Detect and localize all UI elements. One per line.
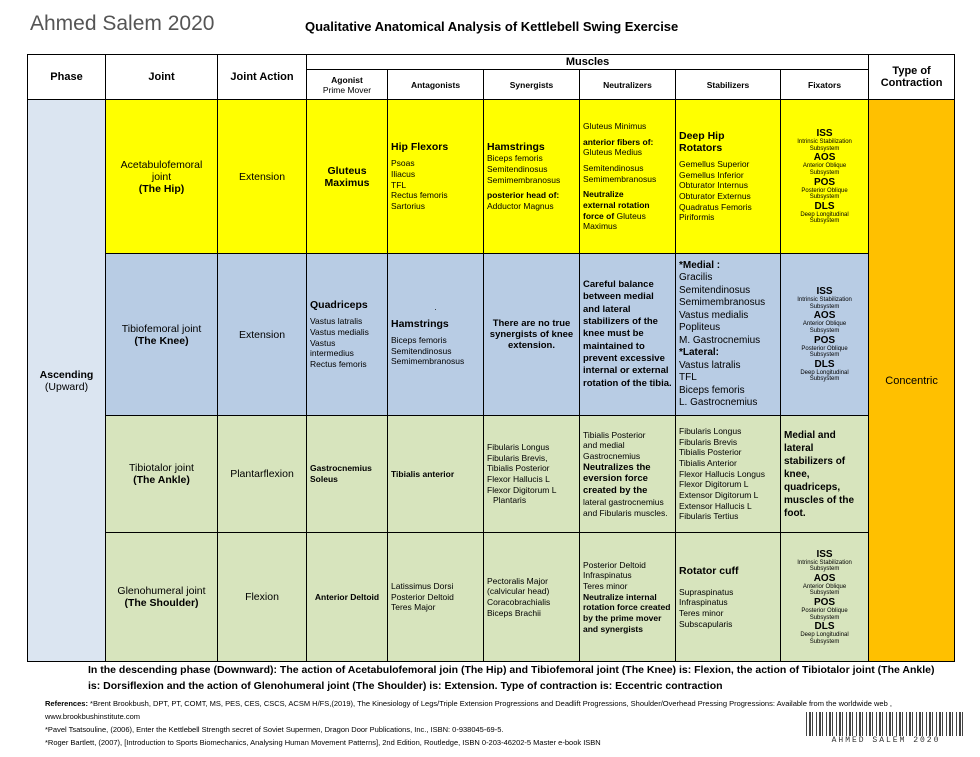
reference-3: *Roger Bartlett, (2007), [Introduction to Sports Biomechanics, Analysing Human Movement Patterns], 2nd Edition, Routledge, ISBN 0-203-46202-5 Master e-book ISBN	[45, 738, 601, 747]
header-neutralizers: Neutralizers	[580, 70, 676, 100]
reference-2: *Pavel Tsatsouline, (2006), Enter the Kettlebell Strength secret of Soviet Supermen, Dragon Door Publications, Inc., ISBN: 0-938045-69-5.	[45, 725, 504, 734]
fixators-shoulder: ISS Intrinsic Stabilization Subsystem AOS Anterior Oblique Subsystem POS Posterior Oblique Subsystem DLS Deep Longitudinal Subsystem	[781, 533, 869, 662]
joint-knee: Tibiofemoral joint (The Knee)	[106, 254, 218, 416]
fixators-hip: ISS Intrinsic Stabilization Subsystem AOS Anterior Oblique Subsystem POS Posterior Oblique Subsystem DLS Deep Longitudinal Subsystem	[781, 100, 869, 254]
joint-ankle: Tibiotalor joint (The Ankle)	[106, 416, 218, 533]
agonist-shoulder: Anterior Deltoid	[307, 533, 388, 662]
agonist-knee: Quadriceps Vastus latralis Vastus medialis Vastus intermedius Rectus femoris	[307, 254, 388, 416]
header-joint-action: Joint Action	[218, 55, 307, 100]
fixators-knee: ISS Intrinsic Stabilization Subsystem AOS Anterior Oblique Subsystem POS Posterior Oblique Subsystem DLS Deep Longitudinal Subsystem	[781, 254, 869, 416]
agonist-hip: Gluteus Maximus	[307, 100, 388, 254]
action-hip: Extension	[218, 100, 307, 254]
joint-shoulder: Glenohumeral joint (The Shoulder)	[106, 533, 218, 662]
synergists-ankle: Fibularis Longus Fibularis Brevis, Tibialis Posterior Flexor Hallucis L Flexor Digitorum L Plantaris	[484, 416, 580, 533]
header-agonist: Agonist Prime Mover	[307, 70, 388, 100]
barcode-bars	[806, 712, 966, 736]
table-row-ankle	[28, 416, 955, 533]
action-shoulder: Flexion	[218, 533, 307, 662]
antagonists-shoulder: Latissimus Dorsi Posterior Deltoid Teres Major	[388, 533, 484, 662]
stabilizers-shoulder: Rotator cuff Supraspinatus Infraspinatus Teres minor Subscapularis	[676, 533, 781, 662]
header-synergists: Synergists	[484, 70, 580, 100]
page-title: Qualitative Anatomical Analysis of Kettlebell Swing Exercise	[305, 19, 679, 34]
header-muscles: Muscles	[307, 55, 869, 70]
stabilizers-hip: Deep Hip Rotators Gemellus Superior Gemellus Inferior Obturator Internus Obturator Externus Quadratus Femoris Piriformis	[676, 100, 781, 254]
header-phase: Phase	[28, 55, 106, 100]
header-type: Type of Contraction	[869, 55, 955, 100]
neutralizers-knee: Careful balance between medial and lateral stabilizers of the knee must be maintained to prevent excessive internal or external rotation of the tibia.	[580, 254, 676, 416]
joint-hip: Acetabulofemoral joint (The Hip)	[106, 100, 218, 254]
table-row-shoulder	[28, 533, 955, 662]
table-row-hip	[28, 100, 955, 254]
header-antagonists: Antagonists	[388, 70, 484, 100]
action-knee: Extension	[218, 254, 307, 416]
action-ankle: Plantarflexion	[218, 416, 307, 533]
agonist-ankle: Gastrocnemius Soleus	[307, 416, 388, 533]
neutralizers-shoulder: Posterior Deltoid Infraspinatus Teres minor Neutralize internal rotation force created by the prime mover and synergists	[580, 533, 676, 662]
header-joint: Joint	[106, 55, 218, 100]
header-fixators: Fixators	[781, 70, 869, 100]
neutralizers-hip: Gluteus Minimus anterior fibers of: Gluteus Medius Semitendinosus Semimembranosus Neutralize external rotation force of Gluteus Maximus	[580, 100, 676, 254]
antagonists-hip: Hip Flexors Psoas Iliacus TFL Rectus femoris Sartorius	[388, 100, 484, 254]
reference-1: References: *Brent Brookbush, DPT, PT, COMT, MS, PES, CES, CSCS, ACSM H/FS,(2019), The Kinesiology of Legs/Triple Extension Progressions and Deadlift Progressions, Shoulder/Overhead Pressing Progressions: Available from the worldwide web , www.brookbushinstitute.com	[45, 699, 892, 721]
stabilizers-knee: *Medial : Gracilis Semitendinosus Semimembranosus Vastus medialis Popliteus M. Gastrocnemius *Lateral: Vastus latralis TFL Biceps femoris L. Gastrocnemius	[676, 254, 781, 416]
contraction-type: Concentric	[869, 100, 955, 662]
barcode-logo	[806, 712, 966, 746]
table-row-knee	[28, 254, 955, 416]
synergists-shoulder: Pectoralis Major (calvicular head) Coracobrachialis Biceps Brachii	[484, 533, 580, 662]
antagonists-knee: . Hamstrings Biceps femoris Semitendinosus Semimembranosus	[388, 254, 484, 416]
neutralizers-ankle: Tibialis Posterior and medial Gastrocnemius Neutralizes the eversion force created by the lateral gastrocnemius and Fibularis muscles.	[580, 416, 676, 533]
phase-cell: Ascending (Upward)	[28, 100, 106, 662]
synergists-hip: Hamstrings Biceps femoris Semitendinosus Semimembranosus posterior head of: Adductor Magnus	[484, 100, 580, 254]
analysis-table	[27, 54, 955, 662]
author-name: Ahmed Salem 2020	[30, 12, 215, 35]
fixators-ankle: Medial and lateral stabilizers of knee, quadriceps, muscles of the foot.	[781, 416, 869, 533]
header-stabilizers: Stabilizers	[676, 70, 781, 100]
descending-phase-note: In the descending phase (Downward): The action of Acetabulofemoral join (The Hip) and Tibiofemoral joint (The Knee) is: Flexion, the action of Tibiotalor joint (The Ankle) is: Dorsiflexion and the action of Glenohumeral joint (The Shoulder) is: Extension. Type of contraction is: Eccentric contraction	[88, 664, 935, 692]
antagonists-ankle: Tibialis anterior	[388, 416, 484, 533]
synergists-knee: There are no true synergists of knee extension.	[484, 254, 580, 416]
barcode-text: AHMED SALEM 2020	[831, 736, 941, 745]
stabilizers-ankle: Fibularis Longus Fibularis Brevis Tibialis Posterior Tibialis Anterior Flexor Hallucis Longus Flexor Digitorum L Extensor Digitorum L Extensor Hallucis L Fibularis Tertius	[676, 416, 781, 533]
